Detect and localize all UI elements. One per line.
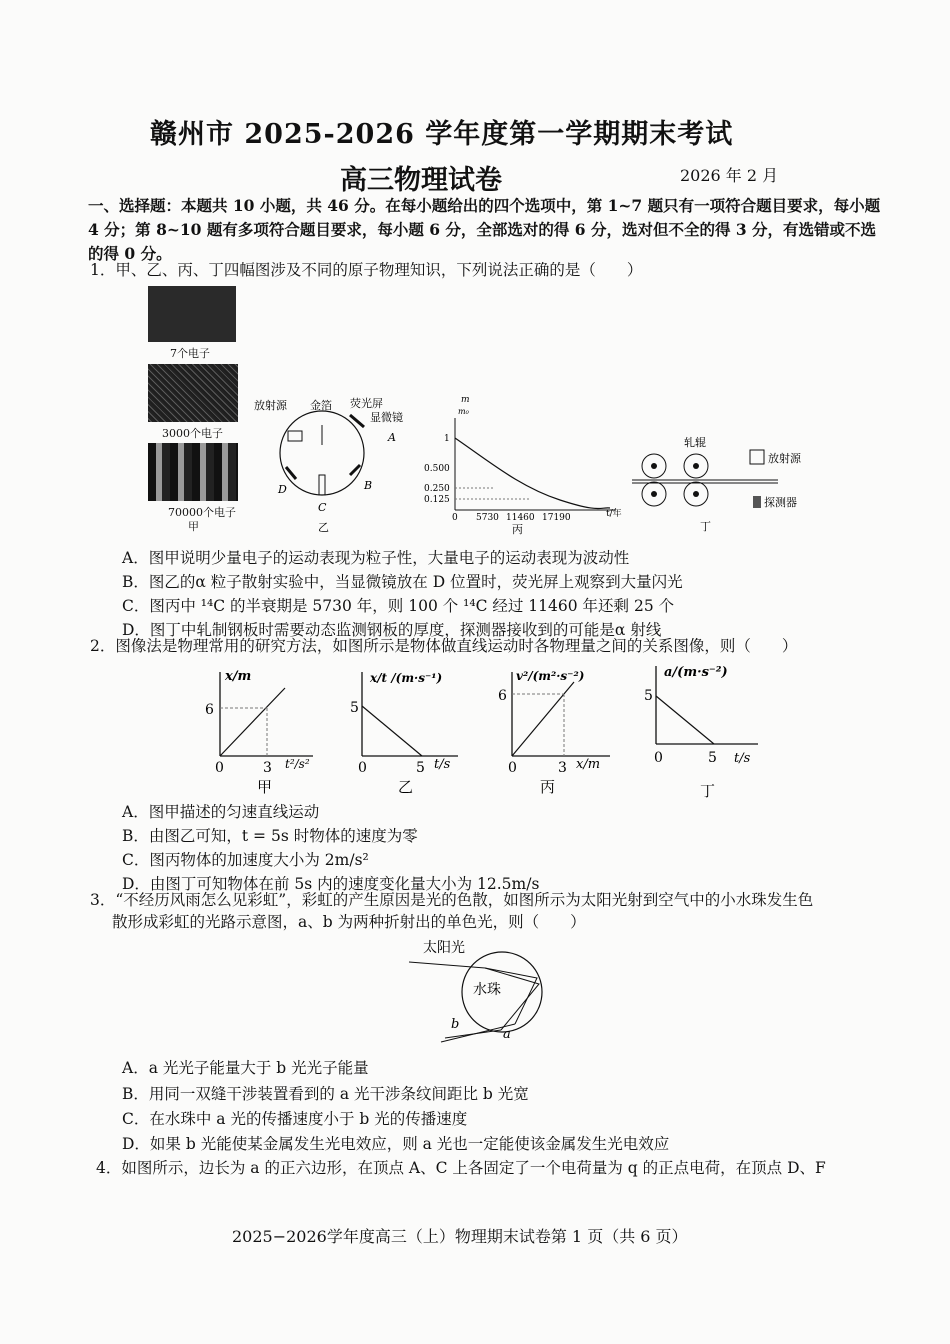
label-B: B [364,479,373,492]
radiation-source-box [750,450,764,464]
label-7-electrons: 7个电子 [170,347,210,360]
q3-rainbow-figure [405,938,555,1048]
q3-option-a: A．a 光光子能量大于 b 光光子能量 [122,1059,369,1077]
microscope-A [350,415,364,427]
q1-option-c: C．图丙中 ¹⁴C 的半衰期是 5730 年，则 100 个 ¹⁴C 经过 11460 年还剩 25 个 [122,597,675,615]
decay-curve [455,438,610,509]
label-microscope: 显微镜 [370,411,403,424]
label-water-drop: 水珠 [473,982,501,998]
ytick-0-500: 0.500 [424,464,450,474]
label-b: b [451,1017,460,1032]
label-radiation-source: 放射源 [768,452,801,465]
q3-option-c: C．在水珠中 a 光的传播速度小于 b 光的传播速度 [122,1110,468,1128]
figure-caption-jia: 甲 [188,520,199,533]
roller-axis [693,491,699,497]
q2-stem: 2．图像法是物理常用的研究方法，如图所示是物体做直线运动时各物理量之间的关系图像，则（ ） [90,637,798,655]
graph-xlabel: x/m [576,757,601,772]
label-sunlight: 太阳光 [423,940,465,956]
figure-caption-yi: 乙 [318,521,329,534]
figure-caption-ding: 丁 [700,520,711,533]
q2-option-d: D．由图丁可知物体在前 5s 内的速度变化量大小为 12.5m/s [122,875,540,893]
exam-subtitle: 高三物理试卷 [340,165,502,196]
q2-option-c: C．图丙物体的加速度大小为 2m/s² [122,851,369,869]
xtick-0: 0 [452,513,458,523]
ytick-1: 1 [444,434,450,444]
xtick-17190: 17190 [542,513,571,523]
graph-ylabel: x/m [225,669,252,684]
label-screen: 荧光屏 [350,397,383,410]
graph-ytick: 6 [205,702,214,718]
graph-caption: 丁 [700,782,716,800]
q1-stem: 1．甲、乙、丙、丁四幅图涉及不同的原子物理知识，下列说法正确的是（ ） [90,261,643,279]
graph-xtick: 5 [708,750,717,766]
q3-option-b: B．用同一双缝干涉装置看到的 a 光干涉条纹间距比 b 光宽 [122,1085,529,1103]
graph-line [656,696,714,744]
electron-image-7 [148,286,236,342]
radioactive-source-box [288,431,302,441]
graph-caption: 甲 [257,778,273,796]
section-heading: 一、选择题：本题共 10 小题，共 46 分。在每小题给出的四个选项中，第 1~7 题只有一项符合题目要求，每小题 4 分；第 8~10 题有多项符合题目要求，每小题 6 分，全部选对的得 6 分，选对但不全的得 3 分，有选错或不选的得 0 分。 [88,196,881,263]
q1-option-a: A．图甲说明少量电子的运动表现为粒子性，大量电子的运动表现为波动性 [122,549,630,567]
graph-xtick: 5 [416,760,425,776]
scattering-chamber [280,411,364,495]
ytick-0-250: 0.250 [424,484,450,494]
label-a: a [503,1027,511,1042]
label-A: A [388,431,396,444]
microscope-C [319,475,325,495]
graph-origin: 0 [508,760,517,776]
graph-caption: 丙 [540,778,556,796]
page-footer: 2025−2026学年度高三（上）物理期末试卷第 1 页（共 6 页） [232,1227,688,1246]
q2-graph-yi [340,664,470,798]
q1-figure-ding [628,432,828,537]
graph-ytick: 5 [644,688,653,704]
exam-title: 赣州市 2025-2026 学年度第一学期期末考试 [150,119,734,150]
sunlight-ray [409,962,485,968]
roller-axis [651,463,657,469]
graph-line [220,688,285,756]
graph-xlabel: t/s [734,751,751,766]
q1-option-d: D．图丁中轧制钢板时需要动态监测钢板的厚度，探测器接收到的可能是α 射线 [122,621,662,639]
detector-box [753,496,761,508]
graph-ytick: 6 [498,688,507,704]
graph-line [512,682,574,756]
ylabel-m: m [461,395,470,405]
roller-axis [651,491,657,497]
label-D: D [278,483,287,496]
electron-image-70000 [148,443,238,501]
ylabel-m0: m₀ [458,407,469,416]
q2-option-b: B．由图乙可知，t = 5s 时物体的速度为零 [122,827,418,845]
q2-option-a: A．图甲描述的匀速直线运动 [122,803,320,821]
graph-xlabel: t/s [434,757,451,772]
graph-xtick: 3 [558,760,567,776]
xtick-5730: 5730 [476,513,499,523]
label-C: C [318,501,327,514]
graph-caption: 乙 [398,778,414,796]
q1-option-b: B．图乙的α 粒子散射实验中，当显微镜放在 D 位置时，荧光屏上观察到大量闪光 [122,573,683,591]
graph-ytick: 5 [350,700,359,716]
label-foil: 金箔 [310,399,332,412]
xtick-11460: 11460 [506,513,535,523]
exam-date: 2026 年 2 月 [680,166,779,185]
graph-origin: 0 [215,760,224,776]
graph-origin: 0 [358,760,367,776]
graph-ylabel: a/(m·s⁻²) [664,665,728,680]
q3-stem-line2: 散形成彩虹的光路示意图，a、b 为两种折射出的单色光，则（ ） [112,913,586,931]
xlabel-t: t/年 [606,509,622,519]
ytick-0-125: 0.125 [424,495,450,505]
graph-xtick: 3 [263,760,272,776]
q1-figure-bing [420,392,630,537]
graph-ylabel: x/t /(m·s⁻¹) [370,671,443,685]
label-70000-electrons: 70000个电子 [168,506,236,519]
label-3000-electrons: 3000个电子 [162,427,223,440]
q1-figure-yi [250,395,415,535]
q2-graph-ding [640,660,770,800]
q2-graph-jia [195,664,325,798]
q4-stem: 4．如图所示，边长为 a 的正六边形，在顶点 A、C 上各固定了一个电荷量为 q 的正点电荷，在顶点 D、F [96,1159,826,1177]
q3-option-d: D．如果 b 光能使某金属发生光电效应，则 a 光也一定能使该金属发生光电效应 [122,1135,670,1153]
q3-stem-line1: 3．“不经历风雨怎么见彩虹”，彩虹的产生原因是光的色散，如图所示为太阳光射到空气中的小水珠发生色 [90,891,814,909]
label-roller: 轧辊 [684,436,706,449]
electron-image-3000 [148,364,238,422]
figure-caption-bing: 丙 [512,523,523,536]
graph-origin: 0 [654,750,663,766]
graph-ylabel: v²/(m²·s⁻²) [516,669,585,683]
label-source: 放射源 [254,399,287,412]
label-detector: 探测器 [764,496,797,509]
roller-axis [693,463,699,469]
q2-graph-bing [490,664,630,798]
graph-xlabel: t²/s² [285,757,310,771]
graph-line [362,706,422,756]
